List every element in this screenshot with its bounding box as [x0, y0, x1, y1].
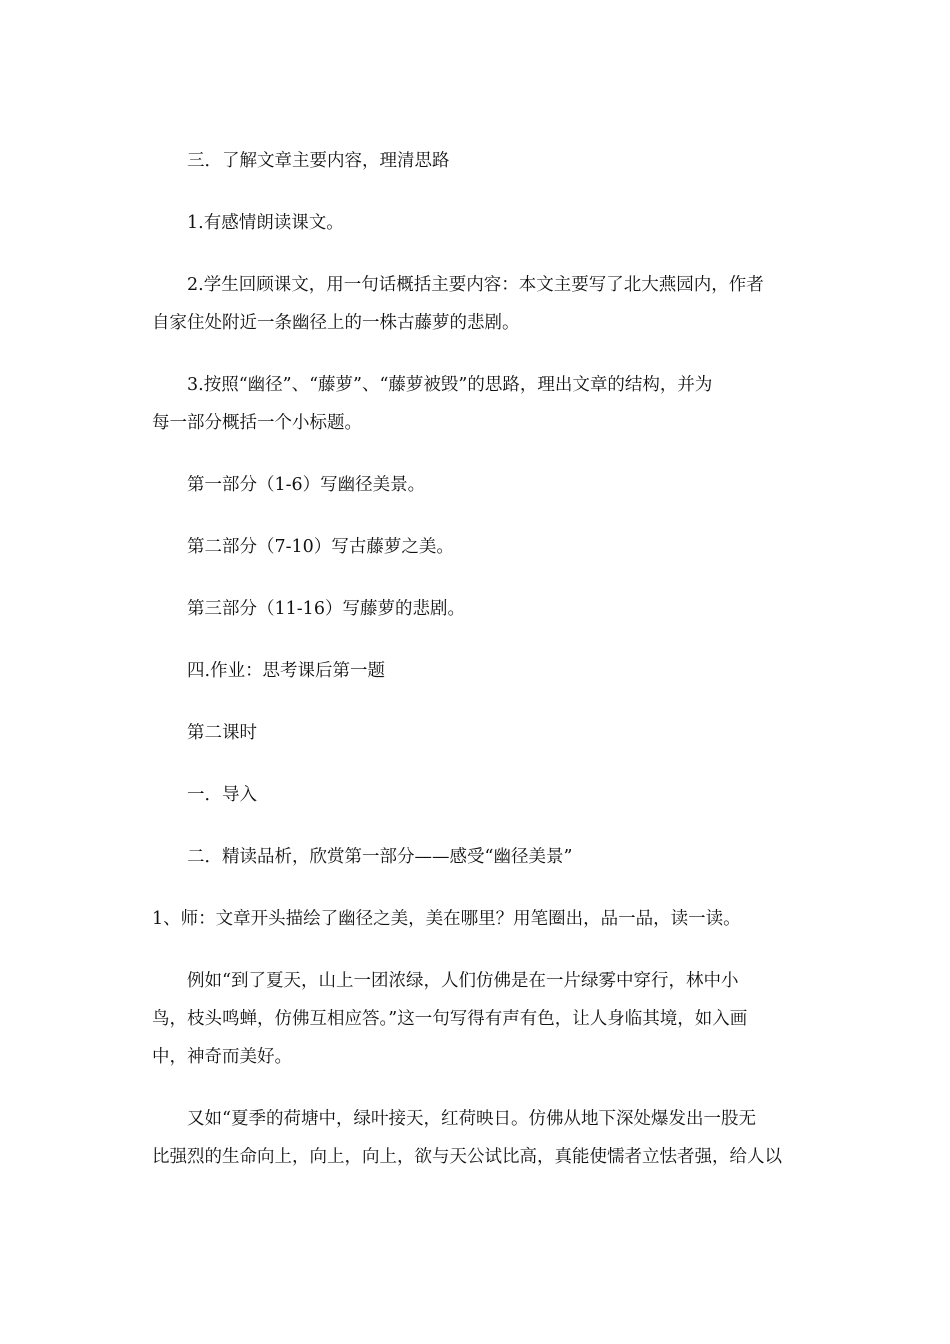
section-heading-1 [152, 776, 802, 814]
section-heading-3 [152, 142, 802, 180]
text-line: 1、师：文章开头描绘了幽径之美，美在哪里？用笔圈出，品一品，读一读。 [152, 909, 741, 929]
structure-part-1 [152, 466, 802, 504]
text-line: 第三部分（11-16）写藤萝的悲剧。 [187, 599, 465, 619]
structure-part-3 [152, 590, 802, 628]
list-item-3 [152, 366, 802, 442]
text-line: 每一部分概括一个小标题。 [152, 413, 362, 433]
text-line: 鸟，枝头鸣蝉，仿佛互相应答。”这一句写得有声有色，让人身临其境，如入画 [152, 1009, 748, 1029]
section-heading-4 [152, 652, 802, 690]
lesson-heading [152, 714, 802, 752]
document-body [152, 142, 802, 1176]
list-item-2 [152, 266, 802, 342]
text-line: 一．导入 [187, 785, 257, 805]
text-line: 2.学生回顾课文，用一句话概括主要内容：本文主要写了北大燕园内，作者 [187, 275, 764, 295]
text-line: 例如“到了夏天，山上一团浓绿，人们仿佛是在一片绿雾中穿行，林中小 [187, 971, 739, 991]
text-line: 自家住处附近一条幽径上的一株古藤萝的悲剧。 [152, 313, 520, 333]
structure-part-2 [152, 528, 802, 566]
text-line: 又如“夏季的荷塘中，绿叶接天，红荷映日。仿佛从地下深处爆发出一股无 [187, 1109, 756, 1129]
text-line: 第二部分（7-10）写古藤萝之美。 [187, 537, 454, 557]
teacher-question [152, 900, 802, 938]
text-line: 二．精读品析，欣赏第一部分——感受“幽径美景” [187, 847, 573, 867]
text-line: 中，神奇而美好。 [152, 1047, 292, 1067]
text-line: 第一部分（1-6）写幽径美景。 [187, 475, 426, 495]
text-line: 比强烈的生命向上，向上，向上，欲与天公试比高，真能使懦者立怯者强，给人以 [152, 1147, 782, 1167]
text-line: 第二课时 [187, 723, 257, 743]
text-line: 四.作业：思考课后第一题 [187, 661, 386, 681]
list-item-1 [152, 204, 802, 242]
example-paragraph-2 [152, 1100, 802, 1176]
text-line: 1.有感情朗读课文。 [187, 213, 344, 233]
section-heading-2 [152, 838, 802, 876]
text-line: 三．了解文章主要内容，理清思路 [187, 151, 450, 171]
example-paragraph-1 [152, 962, 802, 1076]
text-line: 3.按照“幽径”、“藤萝”、“藤萝被毁”的思路，理出文章的结构，并为 [187, 375, 713, 395]
